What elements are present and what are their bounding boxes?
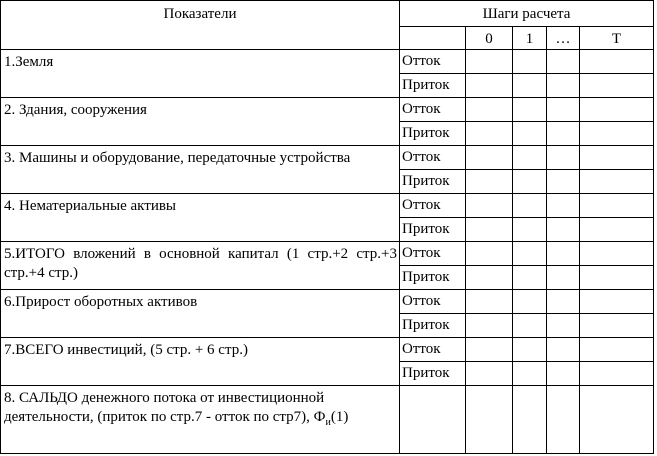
value-cell bbox=[466, 266, 513, 290]
table-row bbox=[1, 50, 654, 74]
value-cell bbox=[580, 194, 654, 218]
value-cell bbox=[547, 362, 580, 386]
value-cell bbox=[466, 122, 513, 146]
step-col-1: 1 bbox=[513, 27, 547, 50]
value-cell bbox=[580, 122, 654, 146]
step-col-0: 0 bbox=[466, 27, 513, 50]
value-cell bbox=[547, 194, 580, 218]
value-cell bbox=[580, 362, 654, 386]
value-cell bbox=[547, 386, 580, 454]
value-cell bbox=[466, 314, 513, 338]
inflow-label: Приток bbox=[400, 122, 466, 146]
value-cell bbox=[466, 338, 513, 362]
value-cell bbox=[547, 122, 580, 146]
step-col-t: Т bbox=[580, 27, 654, 50]
value-cell bbox=[513, 338, 547, 362]
table-row bbox=[1, 98, 654, 122]
outflow-label: Отток bbox=[400, 290, 466, 314]
value-cell bbox=[513, 74, 547, 98]
value-cell bbox=[580, 290, 654, 314]
value-cell bbox=[547, 266, 580, 290]
value-cell bbox=[580, 50, 654, 74]
value-cell bbox=[466, 98, 513, 122]
indicator-label: 5.ИТОГО вложений в основной капитал (1 стр.+2 стр.+3 стр.+4 стр.) bbox=[1, 242, 400, 290]
indicator-label: 3. Машины и оборудование, передаточные устройства bbox=[1, 146, 400, 194]
inflow-label: Приток bbox=[400, 218, 466, 242]
value-cell bbox=[547, 218, 580, 242]
outflow-label: Отток bbox=[400, 338, 466, 362]
value-cell bbox=[513, 170, 547, 194]
indicator-label: 7.ВСЕГО инвестиций, (5 стр. + 6 стр.) bbox=[1, 338, 400, 386]
value-cell bbox=[580, 98, 654, 122]
summary-label-subscript: и bbox=[325, 417, 331, 428]
value-cell bbox=[400, 386, 466, 454]
value-cell bbox=[466, 218, 513, 242]
table-row bbox=[1, 194, 654, 218]
indicators-header: Показатели bbox=[1, 1, 400, 50]
value-cell bbox=[466, 50, 513, 74]
indicator-label: 2. Здания, сооружения bbox=[1, 98, 400, 146]
outflow-label: Отток bbox=[400, 50, 466, 74]
value-cell bbox=[513, 314, 547, 338]
value-cell bbox=[547, 242, 580, 266]
inflow-label: Приток bbox=[400, 170, 466, 194]
summary-row bbox=[1, 386, 654, 454]
value-cell bbox=[466, 242, 513, 266]
value-cell bbox=[580, 386, 654, 454]
value-cell bbox=[466, 194, 513, 218]
value-cell bbox=[580, 242, 654, 266]
value-cell bbox=[513, 242, 547, 266]
value-cell bbox=[547, 146, 580, 170]
value-cell bbox=[580, 218, 654, 242]
value-cell bbox=[580, 170, 654, 194]
indicator-label: 1.Земля bbox=[1, 50, 400, 98]
indicator-label: 4. Нематериальные активы bbox=[1, 194, 400, 242]
value-cell bbox=[513, 362, 547, 386]
indicator-label: 6.Прирост оборотных активов bbox=[1, 290, 400, 338]
value-cell bbox=[466, 362, 513, 386]
table-row bbox=[1, 338, 654, 362]
value-cell bbox=[547, 50, 580, 74]
inflow-label: Приток bbox=[400, 266, 466, 290]
value-cell bbox=[466, 170, 513, 194]
value-cell bbox=[513, 194, 547, 218]
table-row bbox=[1, 146, 654, 170]
value-cell bbox=[513, 122, 547, 146]
steps-header: Шаги расчета bbox=[400, 1, 654, 27]
step-col-blank bbox=[400, 27, 466, 50]
value-cell bbox=[580, 314, 654, 338]
outflow-label: Отток bbox=[400, 194, 466, 218]
value-cell bbox=[547, 338, 580, 362]
step-col-ellipsis: … bbox=[547, 27, 580, 50]
summary-label bbox=[1, 386, 400, 454]
summary-label-main: 8. САЛЬДО денежного потока от инвестиционной деятельности, (приток по стр.7 - отток по стр7), Ф bbox=[4, 390, 326, 425]
value-cell bbox=[513, 218, 547, 242]
value-cell bbox=[580, 74, 654, 98]
outflow-label: Отток bbox=[400, 146, 466, 170]
inflow-label: Приток bbox=[400, 362, 466, 386]
outflow-label: Отток bbox=[400, 242, 466, 266]
value-cell bbox=[466, 74, 513, 98]
value-cell bbox=[580, 338, 654, 362]
value-cell bbox=[580, 266, 654, 290]
table-row bbox=[1, 242, 654, 266]
value-cell bbox=[547, 74, 580, 98]
inflow-label: Приток bbox=[400, 314, 466, 338]
outflow-label: Отток bbox=[400, 98, 466, 122]
value-cell bbox=[513, 98, 547, 122]
value-cell bbox=[547, 290, 580, 314]
value-cell bbox=[466, 146, 513, 170]
summary-label-suffix: (1) bbox=[330, 409, 349, 425]
value-cell bbox=[580, 146, 654, 170]
value-cell bbox=[513, 266, 547, 290]
value-cell bbox=[513, 290, 547, 314]
value-cell bbox=[547, 314, 580, 338]
value-cell bbox=[513, 386, 547, 454]
value-cell bbox=[513, 146, 547, 170]
value-cell bbox=[466, 290, 513, 314]
inflow-label: Приток bbox=[400, 74, 466, 98]
header-row bbox=[1, 1, 654, 27]
table-row bbox=[1, 290, 654, 314]
value-cell bbox=[547, 170, 580, 194]
value-cell bbox=[513, 50, 547, 74]
value-cell bbox=[547, 98, 580, 122]
value-cell bbox=[466, 386, 513, 454]
